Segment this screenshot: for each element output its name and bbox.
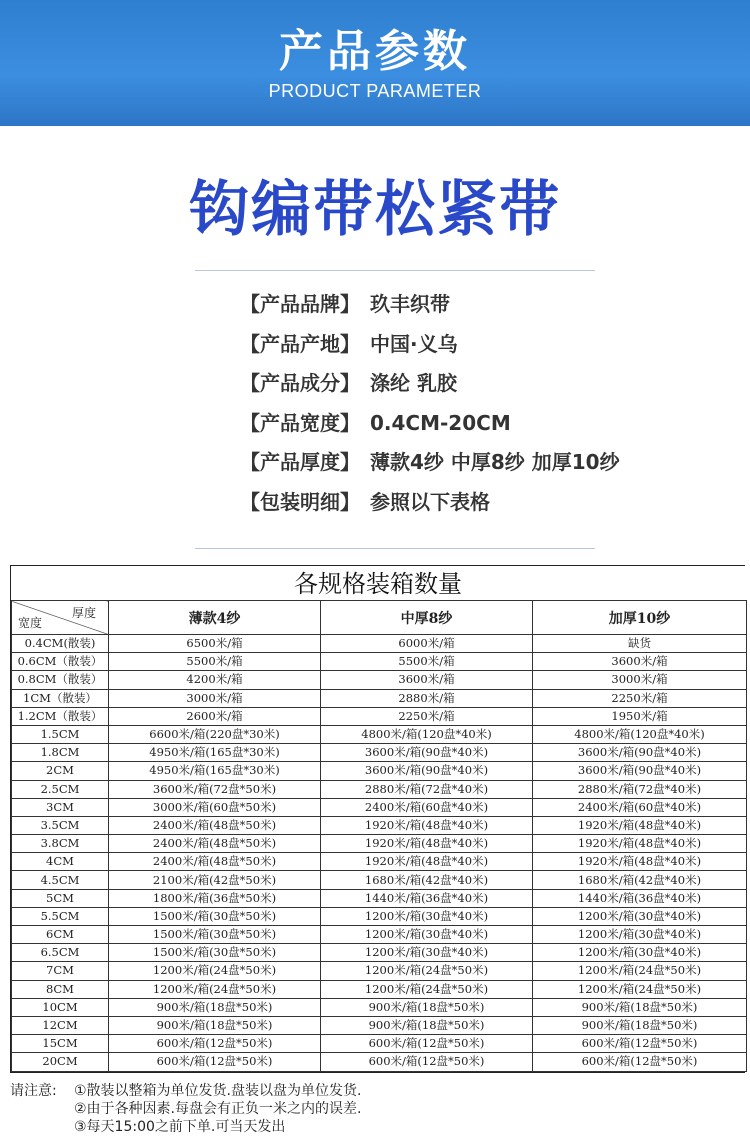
attribute-row [240, 285, 720, 325]
table-row [12, 780, 747, 798]
attribute-row [240, 364, 720, 404]
width-cell: 15CM [12, 1035, 109, 1053]
packing-cell: 1500米/箱(30盘*50米) [109, 944, 321, 962]
packing-cell: 2880米/箱(72盘*40米) [533, 780, 747, 798]
attribute-row [240, 483, 720, 523]
packing-cell: 1200米/箱(30盘*40米) [533, 907, 747, 925]
width-cell: 5CM [12, 889, 109, 907]
table-row [12, 762, 747, 780]
column-header: 中厚8纱 [321, 601, 533, 635]
attribute-row [240, 404, 720, 444]
width-cell: 3.5CM [12, 816, 109, 834]
width-cell: 12CM [12, 1016, 109, 1034]
packing-cell: 1440米/箱(36盘*40米) [321, 889, 533, 907]
table-row [12, 635, 747, 653]
attribute-row [240, 325, 720, 365]
attribute-key: 【产品产地】 [240, 331, 360, 356]
table-row [12, 725, 747, 743]
table-row [12, 835, 747, 853]
packing-cell: 900米/箱(18盘*50米) [109, 1016, 321, 1034]
packing-cell: 2400米/箱(48盘*50米) [109, 853, 321, 871]
packing-cell: 1440米/箱(36盘*40米) [533, 889, 747, 907]
table-row [12, 707, 747, 725]
header-banner [0, 0, 750, 126]
product-title: 钩编带松紧带 [189, 175, 561, 245]
table-header-row [12, 601, 747, 635]
note-item: ①散装以整箱为单位发货.盘装以盘为单位发货. [74, 1083, 362, 1099]
packing-cell: 1200米/箱(24盘*50米) [321, 962, 533, 980]
table-row [12, 871, 747, 889]
table-row [12, 962, 747, 980]
width-cell: 1.2CM（散装） [12, 707, 109, 725]
packing-cell: 600米/箱(12盘*50米) [109, 1035, 321, 1053]
table-row [12, 671, 747, 689]
table-row [12, 1035, 747, 1053]
banner-subtitle: PRODUCT PARAMETER [268, 81, 482, 101]
table-row [12, 853, 747, 871]
packing-cell: 3600米/箱(90盘*40米) [533, 744, 747, 762]
packing-cell: 1200米/箱(24盘*50米) [321, 980, 533, 998]
attribute-value: 薄款4纱 中厚8纱 加厚10纱 [370, 450, 620, 474]
table-row [12, 744, 747, 762]
attribute-key: 【产品宽度】 [240, 410, 360, 435]
width-cell: 0.8CM（散装） [12, 671, 109, 689]
width-cell: 8CM [12, 980, 109, 998]
table-row [12, 1053, 747, 1071]
packing-cell: 1200米/箱(30盘*40米) [533, 944, 747, 962]
packing-cell: 6600米/箱(220盘*30米) [109, 725, 321, 743]
notes-label: 请注意: [10, 1083, 57, 1099]
packing-cell: 1200米/箱(24盘*50米) [533, 962, 747, 980]
width-cell: 2CM [12, 762, 109, 780]
packing-cell: 2100米/箱(42盘*50米) [109, 871, 321, 889]
attribute-value: 参照以下表格 [370, 489, 490, 514]
packing-cell: 5500米/箱 [109, 653, 321, 671]
note-item: ②由于各种因素.每盘会有正负一米之内的误差. [74, 1101, 362, 1117]
packing-cell: 1920米/箱(48盘*40米) [321, 816, 533, 834]
packing-cell: 1200米/箱(24盘*50米) [533, 980, 747, 998]
banner-title: 产品参数 [279, 26, 471, 77]
packing-cell: 3600米/箱(72盘*50米) [109, 780, 321, 798]
packing-cell: 2400米/箱(60盘*40米) [533, 798, 747, 816]
packing-cell: 2880米/箱 [321, 689, 533, 707]
attribute-row [240, 443, 720, 483]
packing-cell: 1800米/箱(36盘*50米) [109, 889, 321, 907]
table-row [12, 1016, 747, 1034]
packing-cell: 1920米/箱(48盘*40米) [321, 835, 533, 853]
packing-cell: 1920米/箱(48盘*40米) [533, 835, 747, 853]
attribute-key: 【产品成分】 [240, 371, 360, 395]
packing-cell: 3600米/箱(90盘*40米) [321, 762, 533, 780]
packing-cell: 缺货 [533, 635, 747, 653]
packing-cell: 3600米/箱 [533, 653, 747, 671]
note-item: ③每天15:00之前下单.可当天发出 [74, 1119, 286, 1135]
packing-cell: 3000米/箱 [533, 671, 747, 689]
table-row [12, 907, 747, 925]
packing-cell: 600米/箱(12盘*50米) [533, 1053, 747, 1071]
width-cell: 1.5CM [12, 725, 109, 743]
column-header: 加厚10纱 [533, 601, 747, 635]
table-row [12, 653, 747, 671]
packing-cell: 5500米/箱 [321, 653, 533, 671]
table-row [12, 889, 747, 907]
packing-cell: 1200米/箱(24盘*50米) [109, 962, 321, 980]
table-row [12, 998, 747, 1016]
packing-cell: 900米/箱(18盘*50米) [533, 998, 747, 1016]
packing-cell: 6000米/箱 [321, 635, 533, 653]
packing-cell: 3600米/箱(90盘*40米) [533, 762, 747, 780]
packing-cell: 900米/箱(18盘*50米) [109, 998, 321, 1016]
width-cell: 6CM [12, 926, 109, 944]
width-cell: 0.6CM（散装） [12, 653, 109, 671]
packing-cell: 1920米/箱(48盘*40米) [533, 816, 747, 834]
attribute-value: 中国·义乌 [370, 331, 458, 356]
packing-cell: 2400米/箱(48盘*50米) [109, 835, 321, 853]
packing-cell: 4800米/箱(120盘*40米) [321, 725, 533, 743]
divider-bottom [195, 548, 595, 549]
packing-cell: 4800米/箱(120盘*40米) [533, 725, 747, 743]
attribute-value: 玖丰织带 [370, 292, 450, 316]
packing-cell: 1680米/箱(42盘*40米) [321, 871, 533, 889]
packing-cell: 1200米/箱(30盘*40米) [321, 944, 533, 962]
attribute-key: 【包装明细】 [240, 489, 360, 514]
width-cell: 4CM [12, 853, 109, 871]
width-cell: 3CM [12, 798, 109, 816]
packing-cell: 6500米/箱 [109, 635, 321, 653]
packing-cell: 900米/箱(18盘*50米) [321, 998, 533, 1016]
packing-cell: 1920米/箱(48盘*40米) [321, 853, 533, 871]
packing-cell: 1950米/箱 [533, 707, 747, 725]
packing-cell: 3600米/箱(90盘*40米) [321, 744, 533, 762]
width-cell: 3.8CM [12, 835, 109, 853]
table-row [12, 798, 747, 816]
width-cell: 20CM [12, 1053, 109, 1071]
width-cell: 0.4CM(散装) [12, 635, 109, 653]
packing-cell: 4950米/箱(165盘*30米) [109, 762, 321, 780]
width-cell: 4.5CM [12, 871, 109, 889]
attribute-value: 涤纶 乳胶 [370, 371, 457, 395]
packing-cell: 600米/箱(12盘*50米) [109, 1053, 321, 1071]
packing-cell: 2400米/箱(48盘*50米) [109, 816, 321, 834]
width-cell: 1.8CM [12, 744, 109, 762]
packing-cell: 3600米/箱 [321, 671, 533, 689]
packing-cell: 1200米/箱(24盘*50米) [109, 980, 321, 998]
packing-cell: 600米/箱(12盘*50米) [321, 1053, 533, 1071]
width-cell: 2.5CM [12, 780, 109, 798]
width-cell: 6.5CM [12, 944, 109, 962]
corner-label-width: 宽度 [18, 616, 43, 630]
packing-cell: 2880米/箱(72盘*40米) [321, 780, 533, 798]
packing-cell: 900米/箱(18盘*50米) [321, 1016, 533, 1034]
table-row [12, 944, 747, 962]
attribute-list [240, 285, 720, 522]
packing-cell: 600米/箱(12盘*50米) [321, 1035, 533, 1053]
packing-cell: 1500米/箱(30盘*50米) [109, 907, 321, 925]
table-row [12, 816, 747, 834]
packing-cell: 4200米/箱 [109, 671, 321, 689]
packing-cell: 600米/箱(12盘*50米) [533, 1035, 747, 1053]
width-cell: 1CM（散装） [12, 689, 109, 707]
table-body [12, 635, 747, 1072]
packing-cell: 1920米/箱(48盘*40米) [533, 853, 747, 871]
packing-cell: 2250米/箱 [321, 707, 533, 725]
attribute-key: 【产品厚度】 [240, 450, 360, 474]
width-cell: 7CM [12, 962, 109, 980]
packing-cell: 3000米/箱(60盘*50米) [109, 798, 321, 816]
packing-cell: 2600米/箱 [109, 707, 321, 725]
packing-cell: 1200米/箱(30盘*40米) [321, 907, 533, 925]
corner-header-cell [12, 601, 109, 635]
width-cell: 5.5CM [12, 907, 109, 925]
packing-cell: 1200米/箱(30盘*40米) [533, 926, 747, 944]
notes-list [74, 1082, 361, 1136]
packing-cell: 1680米/箱(42盘*40米) [533, 871, 747, 889]
packing-cell: 1200米/箱(30盘*40米) [321, 926, 533, 944]
attribute-value: 0.4CM-20CM [370, 410, 511, 435]
packing-cell: 2400米/箱(60盘*40米) [321, 798, 533, 816]
packing-cell: 900米/箱(18盘*50米) [533, 1016, 747, 1034]
attribute-key: 【产品品牌】 [240, 292, 360, 316]
packing-table [11, 600, 747, 1072]
packing-cell: 1500米/箱(30盘*50米) [109, 926, 321, 944]
divider-top [195, 270, 595, 271]
packing-cell: 3000米/箱 [109, 689, 321, 707]
packing-cell: 4950米/箱(165盘*30米) [109, 744, 321, 762]
table-row [12, 689, 747, 707]
table-caption: 各规格装箱数量 [294, 570, 462, 598]
width-cell: 10CM [12, 998, 109, 1016]
corner-label-thickness: 厚度 [71, 606, 96, 620]
table-row [12, 980, 747, 998]
column-header: 薄款4纱 [109, 601, 321, 635]
packing-cell: 2250米/箱 [533, 689, 747, 707]
table-row [12, 926, 747, 944]
packing-table-container [10, 565, 745, 1073]
